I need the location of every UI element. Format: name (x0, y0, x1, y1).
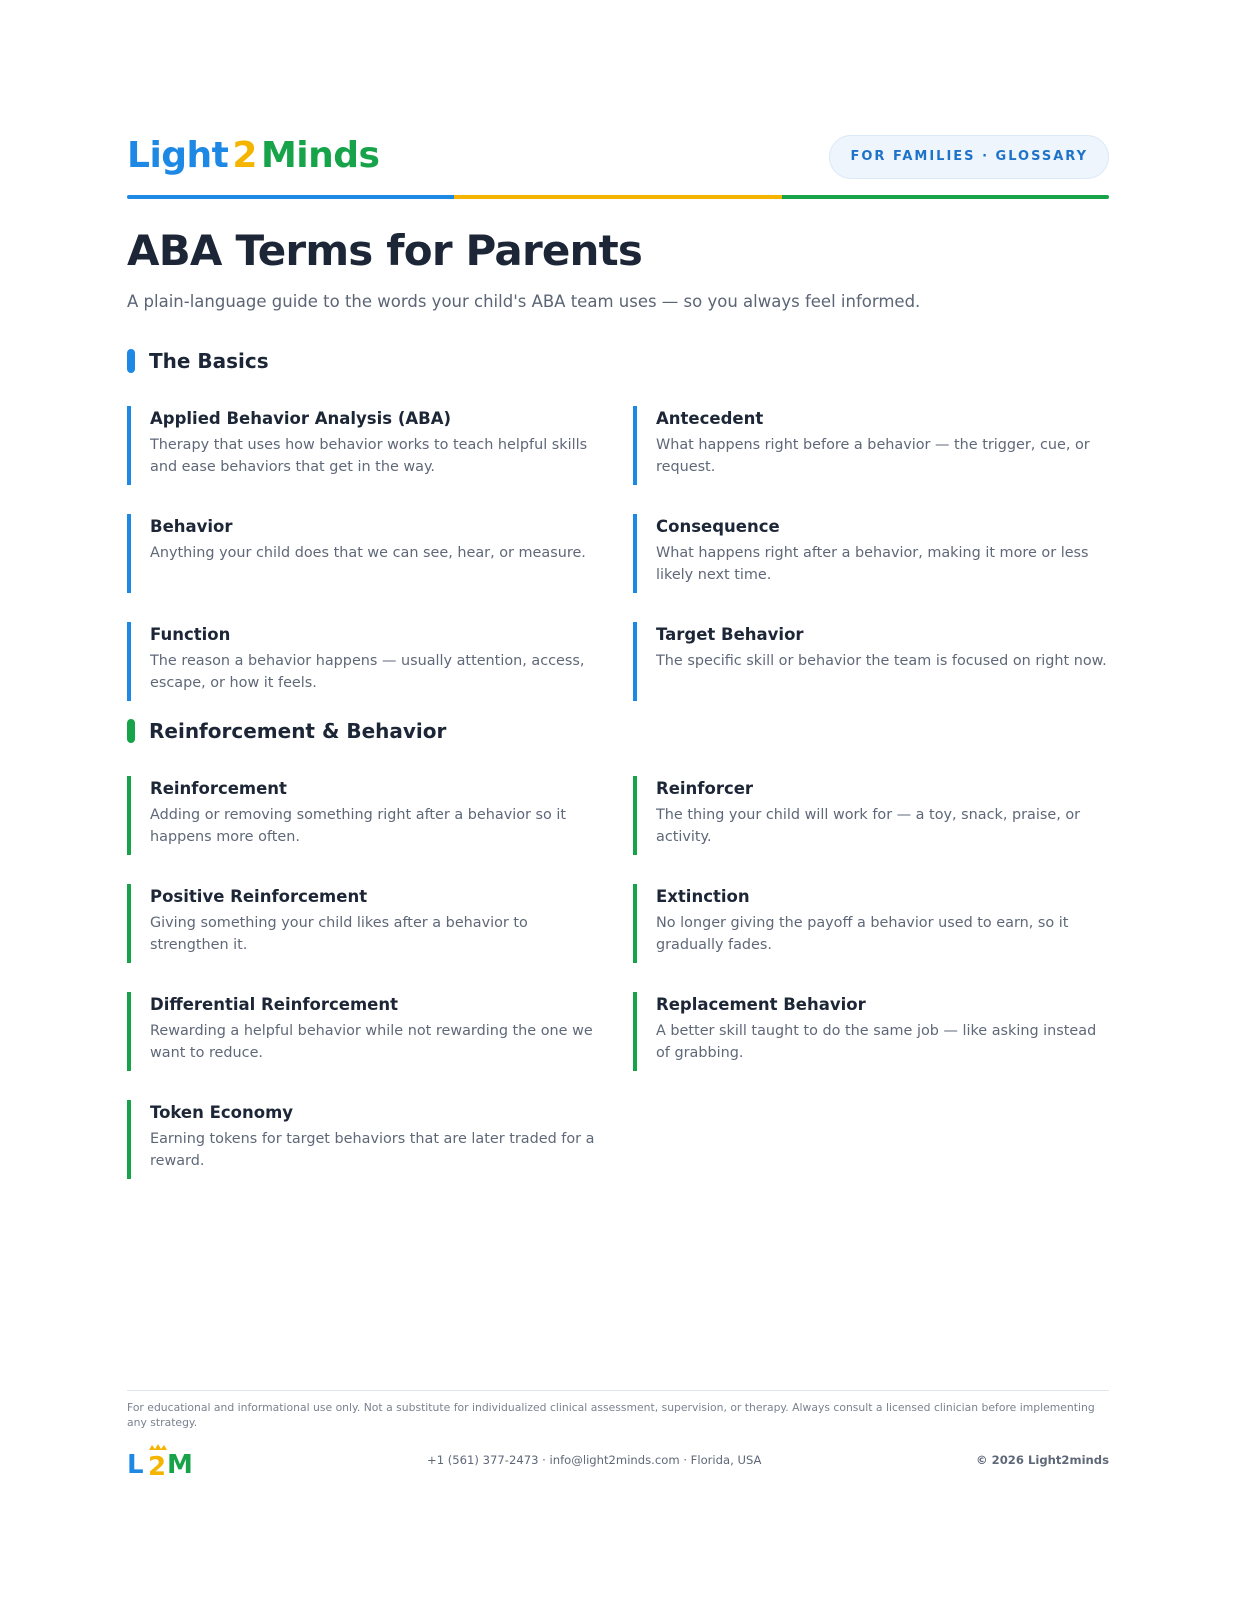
term-definition: Earning tokens for target behaviors that are later traded for a reward. (150, 1131, 595, 1169)
term-name: Token Economy (150, 1103, 294, 1122)
section-accent-bar (127, 719, 135, 743)
term-card (633, 622, 1109, 701)
term-card (127, 514, 603, 593)
term-card (127, 622, 603, 701)
term-name: Positive Reinforcement (150, 887, 368, 906)
term-card (633, 406, 1109, 485)
term-definition: Adding or removing something right after a behavior so it happens more often. (150, 807, 567, 845)
page-title: ABA Terms for Parents (127, 226, 643, 275)
term-definition: The specific skill or behavior the team is focused on right now. (656, 653, 1107, 669)
term-definition: The reason a behavior happens — usually attention, access, escape, or how it feels. (150, 653, 585, 691)
section-heading-basics (127, 348, 269, 374)
section-heading-reinforcement (127, 718, 446, 744)
tricolor-divider (127, 195, 1109, 199)
logo-part-light: Light (127, 135, 229, 176)
crown-icon (149, 1444, 167, 1450)
term-name: Consequence (656, 517, 780, 536)
term-name: Target Behavior (656, 625, 804, 644)
logo-part-2: 2 (232, 135, 257, 176)
audience-badge: FOR FAMILIES · GLOSSARY (829, 135, 1109, 179)
term-definition: A better skill taught to do the same job — like asking instead of grabbing. (656, 1023, 1097, 1061)
logo-part-minds: Minds (260, 135, 380, 176)
term-card (127, 406, 603, 485)
copyright: © 2026 Light2minds (976, 1453, 1109, 1467)
term-card (127, 776, 603, 855)
disclaimer-text: For educational and informational use only. Not a substitute for individualized clinical assessment, supervision, or therapy. Always consult a licensed clinician before implementing any strategy. (127, 1401, 1095, 1429)
term-name: Reinforcement (150, 779, 287, 798)
term-definition: Therapy that uses how behavior works to teach helpful skills and ease behaviors that get in the way. (150, 437, 588, 475)
term-card (633, 776, 1109, 855)
term-definition: Anything your child does that we can see, hear, or measure. (150, 545, 586, 561)
term-name: Function (150, 625, 231, 644)
term-name: Reinforcer (656, 779, 754, 798)
term-card (633, 992, 1109, 1071)
divider-yellow (454, 195, 781, 199)
term-definition: Rewarding a helpful behavior while not rewarding the one we want to reduce. (150, 1023, 593, 1061)
l2m-logo-icon (127, 1444, 199, 1478)
term-card (633, 514, 1109, 593)
term-definition: No longer giving the payoff a behavior used to earn, so it gradually fades. (656, 915, 1069, 953)
term-card (127, 992, 603, 1071)
term-name: Antecedent (656, 409, 764, 428)
term-name: Behavior (150, 517, 233, 536)
divider-blue (127, 195, 454, 199)
mini-logo-2: 2 (148, 1452, 167, 1478)
footer (127, 1444, 1109, 1478)
header (127, 134, 1109, 184)
footer-divider (127, 1390, 1109, 1391)
brand-logo (127, 134, 379, 178)
term-name: Replacement Behavior (656, 995, 866, 1014)
contact-info: +1 (561) 377-2473 · info@light2minds.com · Florida, USA (427, 1453, 762, 1467)
glossary-page (127, 0, 1109, 1600)
page-subtitle: A plain-language guide to the words your child's ABA team uses — so you always feel informed. (127, 292, 921, 311)
reinforcement-term-grid (127, 776, 1109, 1179)
term-definition: What happens right before a behavior — the trigger, cue, or request. (656, 437, 1090, 475)
term-definition: Giving something your child likes after a behavior to strengthen it. (150, 915, 528, 953)
term-card (127, 884, 603, 963)
term-name: Applied Behavior Analysis (ABA) (150, 409, 452, 428)
term-definition: What happens right after a behavior, making it more or less likely next time. (656, 545, 1089, 583)
mini-logo-l: L (127, 1450, 144, 1478)
basics-term-grid (127, 406, 1109, 701)
mini-logo-m: M (167, 1450, 193, 1478)
section-title: The Basics (149, 349, 269, 373)
term-card (127, 1100, 603, 1179)
term-name: Differential Reinforcement (150, 995, 398, 1014)
term-card (633, 884, 1109, 963)
section-title: Reinforcement & Behavior (149, 719, 447, 743)
term-name: Extinction (656, 887, 750, 906)
section-accent-bar (127, 349, 135, 373)
divider-green (782, 195, 1109, 199)
term-definition: The thing your child will work for — a toy, snack, praise, or activity. (656, 807, 1081, 845)
